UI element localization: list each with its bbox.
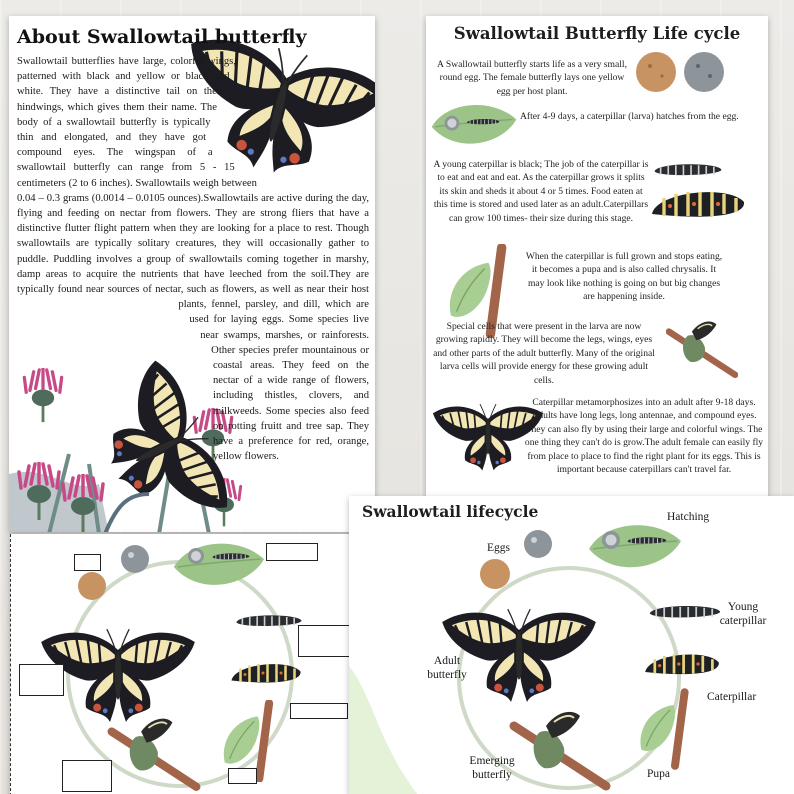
worksheet-sheet — [10, 534, 355, 794]
caterpillar-icon — [648, 184, 748, 224]
caterpillar-icon — [650, 156, 726, 182]
label-hatching: Hatching — [667, 511, 710, 523]
labeled-cycle-art — [349, 496, 794, 794]
lifecycle-sheet — [426, 16, 768, 496]
lifecycle-hatch-text: After 4-9 days, a caterpillar (larva) hatches from the egg. — [520, 111, 739, 122]
lifecycle-pupa-text: When the caterpillar is full grown and stops eating, it becomes a pupa and is also called chrysalis. It may look like nothing is going on but big changes are happening inside. — [525, 251, 723, 303]
about-sheet — [9, 16, 375, 532]
label-pupa: Pupa — [647, 768, 670, 780]
lifecycle-adult-text: Caterpillar metamorphosizes into an adult after 9-18 days. Adults have long legs, long antennae, and compound eyes. They can also fly by using their large and colorful wings. The one thing they can't do is grow.The adult female can easily fly from place to place to find the right plant for its eggs. This is important because caterpillars can't travel far. — [524, 397, 764, 476]
label-eggs: Eggs — [487, 542, 510, 554]
label-young-caterpillar: Young caterpillar — [719, 601, 767, 627]
label-caterpillar: Caterpillar — [707, 691, 757, 703]
leaf-icon — [428, 96, 520, 154]
about-title: About Swallowtail butterfly — [17, 26, 307, 48]
answer-box[interactable] — [290, 703, 348, 719]
lifecycle-egg-text: A Swallowtail butterfly starts life as a very small, round egg. The female butterfly lays one yellow egg per host plant. — [437, 59, 627, 97]
answer-box[interactable] — [19, 664, 64, 696]
answer-box[interactable] — [298, 625, 350, 657]
egg-icon — [634, 50, 726, 94]
answer-box[interactable] — [74, 554, 101, 571]
chrysalis-icon — [644, 310, 760, 382]
labeled-cycle-sheet — [349, 496, 794, 794]
label-adult-butterfly: Adult butterfly — [427, 655, 467, 681]
lifecycle-caterpillar-text: A young caterpillar is black; The job of the caterpillar is to eat and eat and eat. As the caterpillar grows it splits its skin and sheds it about 4 or 5 times. Food eaten at this time is stored and used later as an adult.Caterpillars can grow 100 times- their size during this stage. — [433, 159, 649, 224]
answer-box[interactable] — [62, 760, 112, 792]
lifecycle-title: Swallowtail Butterfly Life cycle — [453, 24, 741, 43]
answer-box[interactable] — [228, 768, 257, 784]
about-paragraph: Swallowtail butterflies have large, colorful wings, patterned with black and yellow or black and white. They have a distinctive tail on their hindwings, which gives them their name. The body of a swallowtail butterfly is typically thin and elongated, and they have got compound eyes. The wingspan of a swallowtail butterfly can range from 5 - 15 centimeters (2 to 6 inches). Swallowtails weigh between 0.04 – 0.3 grams (0.0014 – 0.0105 ounces).Swallowtails are active during the day, flying and feeding on nectar from flowers. They are strong fliers that have a distinctive flutter flight pattern when they are looking for a place to rest. Though swallowtails are typically solitary creatures, they will occasionally gather to puddle. Puddling involves a group of swallowtails coming together in marshy, damp areas to acquire the nutrients that have leeched from the soil.They are typically found near sources of nectar, such as flowers, as well as near their host plants, fennel, parsley, and dill, which are used for laying eggs. Some species live near swamps, marshes, or rainforests. Other species prefer mountainous or coastal areas. They feed on the nectar of a wide range of flowers, including thistles, clovers, and milkweeds. Some species also feed on rotting fruitt and tree sap. They have a preference for red, orange, yellow flowers. — [17, 56, 369, 463]
labeled-cycle-title: Swallowtail lifecycle — [362, 502, 539, 521]
lifecycle-cells-text: Special cells that were present in the larva are now growing rapidly. They will become the legs, wings, eyes and other parts of the adult butterfly. Many of the original larva cells will provide energy for these growing adult cells. — [433, 321, 655, 386]
about-body — [17, 54, 369, 488]
answer-box[interactable] — [266, 543, 318, 561]
label-emerging-butterfly: Emerging butterfly — [469, 755, 515, 781]
